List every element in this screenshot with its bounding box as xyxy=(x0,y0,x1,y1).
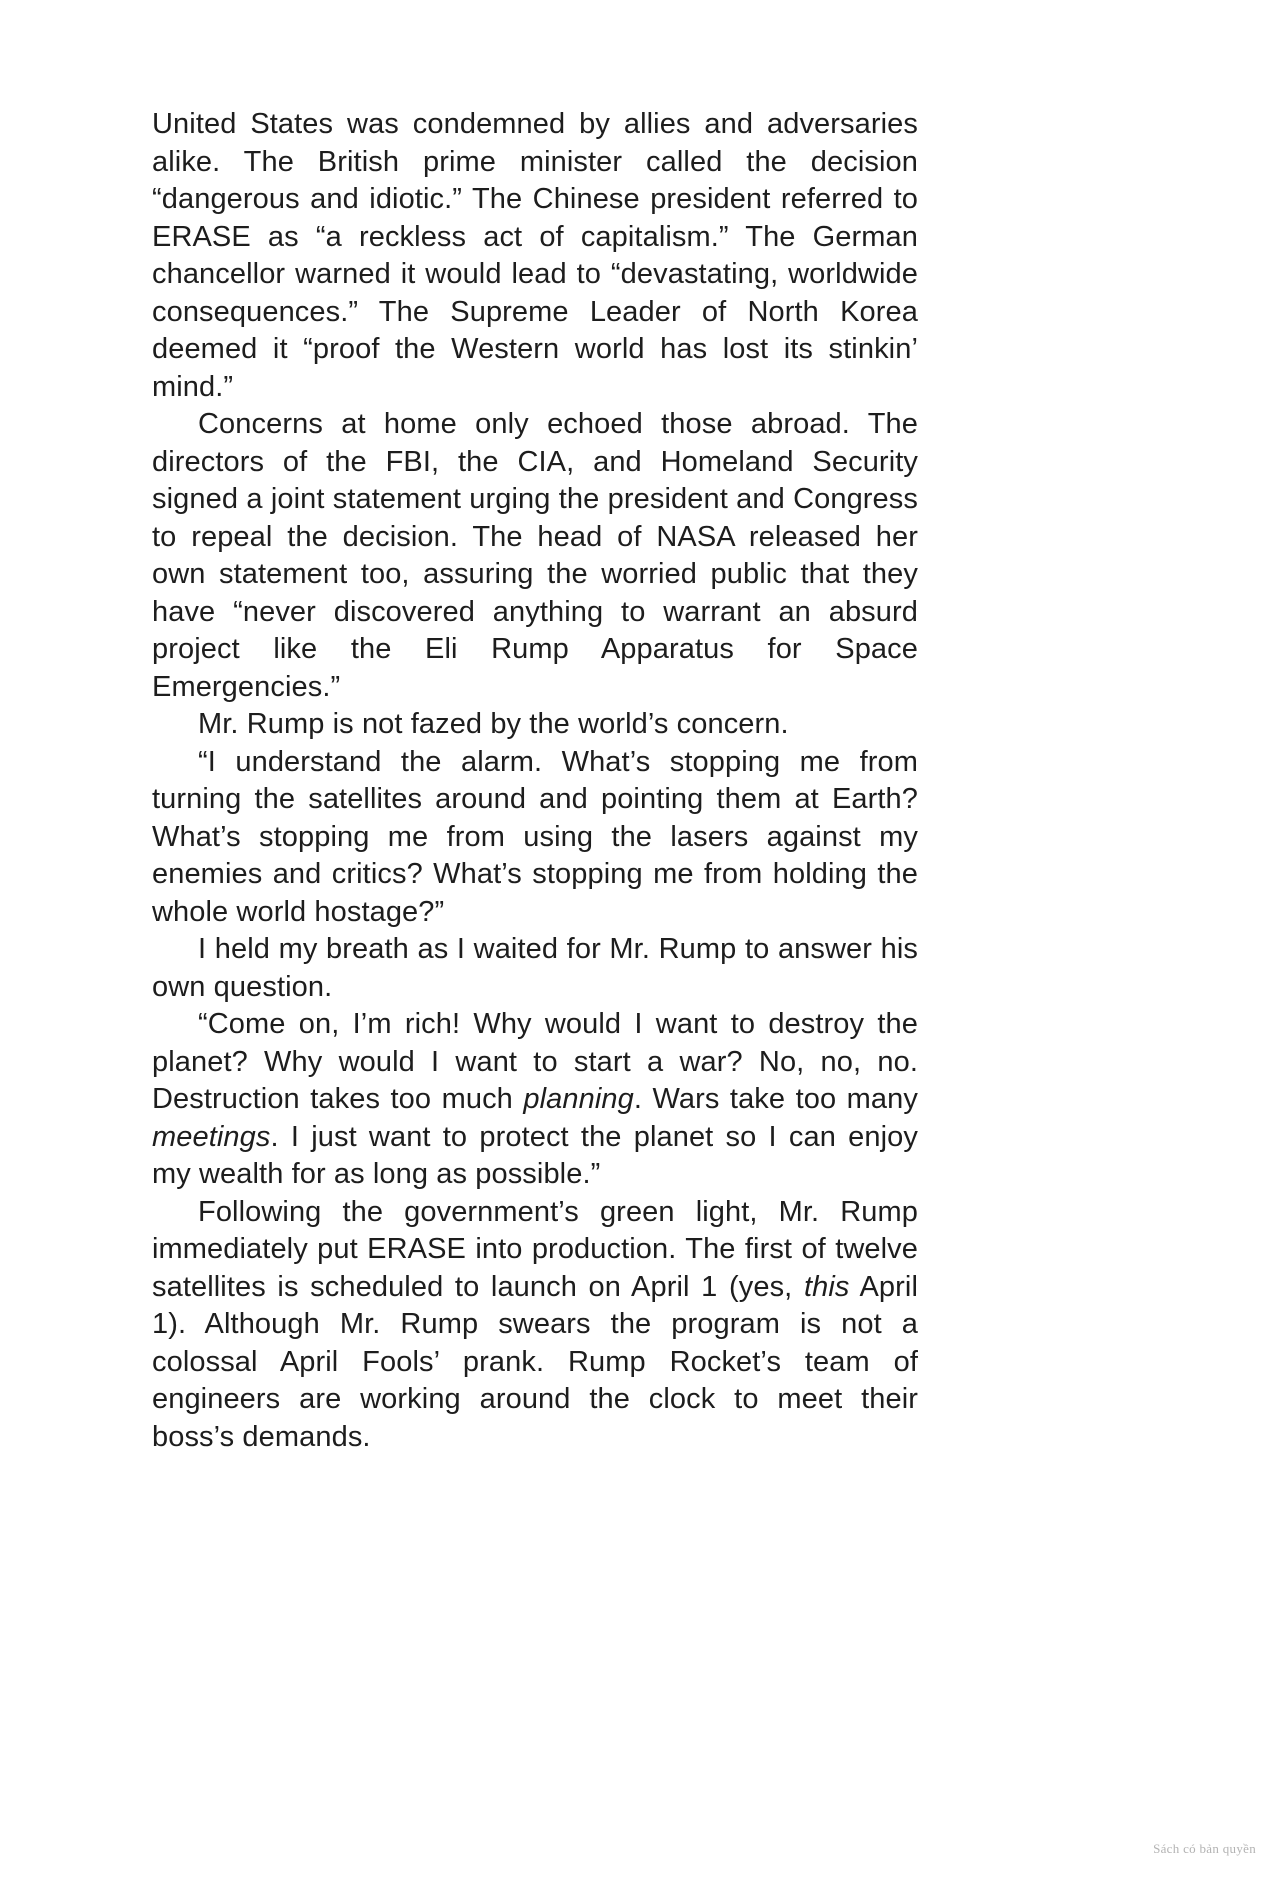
body-text xyxy=(152,106,918,1456)
paragraph xyxy=(152,1194,918,1457)
text-segment: “Come on, I’m rich! Why would I want to destroy the planet? Why would I want to start a war? No, no, no. Destruction takes too much xyxy=(152,1008,918,1115)
paragraph xyxy=(152,1006,918,1194)
paragraph xyxy=(152,931,918,1006)
italic-text: this xyxy=(803,1270,850,1303)
text-segment: Following the government’s green light, Mr. Rump immediately put ERASE into production. The first of twelve satellites is scheduled to launch on April 1 (yes, xyxy=(152,1195,918,1303)
text-segment: . I just want to protect the planet so I can enjoy my wealth for as long as possible.” xyxy=(152,1120,918,1190)
text-segment: I held my breath as I waited for Mr. Rump to answer his own question. xyxy=(152,933,918,1003)
text-segment: Concerns at home only echoed those abroad. The directors of the FBI, the CIA, and Homeland Security signed a joint statement urging the president and Congress to repeal the decision. The head of NASA released her own statement too, assuring the worried public that they have “never discovered anything to warrant an absurd project like the Eli Rump Apparatus for Space Emergencies.” xyxy=(152,408,918,703)
copyright-watermark: Sách có bản quyền xyxy=(1153,1841,1256,1856)
paragraph xyxy=(152,406,918,706)
paragraph xyxy=(152,744,918,932)
text-segment: April 1). Although Mr. Rump swears the program is not a colossal April Fools’ prank. Rump Rocket’s team of engineers are working around the clock to meet their boss’s demands. xyxy=(152,1270,918,1453)
text-segment: . Wars take too many xyxy=(633,1083,918,1115)
text-segment: “I understand the alarm. What’s stopping me from turning the satellites around and pointing them at Earth? What’s stopping me from using the lasers against my enemies and critics? What’s stopping me from holding the whole world hostage?” xyxy=(152,745,918,928)
text-segment: Mr. Rump is not fazed by the world’s concern. xyxy=(198,708,789,740)
text-segment: United States was condemned by allies and adversaries alike. The British prime minister called the decision “dangerous and idiotic.” The Chinese president referred to ERASE as “a reckless act of capitalism.” The German chancellor warned it would lead to “devastating, worldwide consequences.” The Supreme Leader of North Korea deemed it “proof the Western world has lost its stinkin’ mind.” xyxy=(152,108,918,403)
paragraph xyxy=(152,706,918,744)
paragraph xyxy=(152,106,918,406)
italic-text: planning xyxy=(523,1083,634,1115)
italic-text: meetings xyxy=(152,1120,271,1153)
